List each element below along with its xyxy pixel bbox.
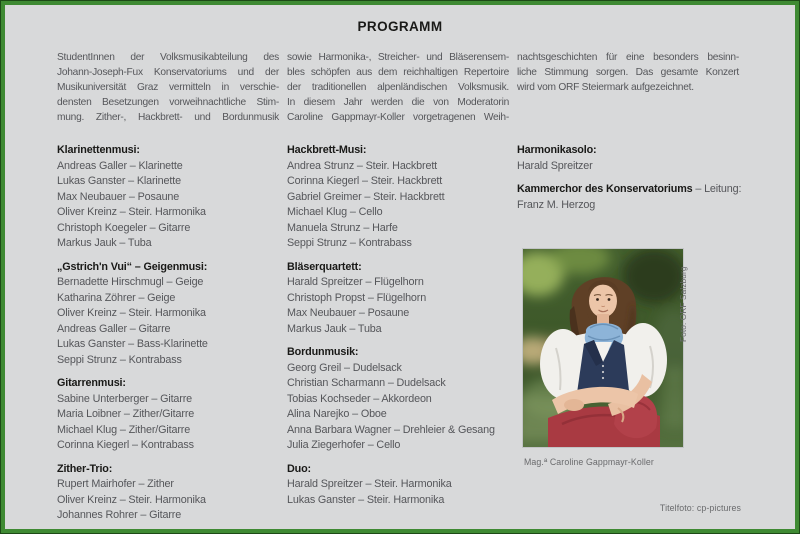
intro-line: densten Besetzungen vorweihnachtliche Stim-	[57, 97, 279, 108]
section-heading: Bläserquartett:	[287, 260, 362, 273]
moderator-photo	[522, 248, 684, 448]
ensemble-section	[287, 462, 509, 509]
ensemble-section	[57, 376, 279, 454]
section-heading: Bordunmusik:	[287, 346, 359, 358]
program-column-2	[287, 50, 509, 529]
section-heading: Klarinettenmusi:	[57, 144, 140, 156]
section-heading: „Gstrich'n Vui“ – Geigenmusi:	[57, 260, 208, 273]
intro-line: Caroline Gappmayr-Koller vorgetragenen Weih-	[287, 112, 509, 123]
musician-item: Katharina Zöhrer – Geige	[57, 291, 176, 304]
musician-item: Max Neubauer – Posaune	[57, 190, 180, 203]
musician-item: Harald Spreitzer – Flügelhorn	[287, 276, 424, 288]
musician-item: Manuela Strunz – Harfe	[287, 221, 398, 234]
musician-item: Bernadette Hirschmugl – Geige	[57, 276, 204, 288]
musician-item: Harald Spreitzer	[517, 159, 593, 172]
musician-item: Michael Klug – Zither/Gitarre	[57, 423, 191, 436]
section-heading: Gitarrenmusi:	[57, 377, 126, 389]
musician-item: Andreas Galler – Gitarre	[57, 322, 171, 335]
intro-line: der traditionellen alpenländischen Volksmusik.	[287, 82, 509, 93]
section-heading: Duo:	[287, 462, 311, 475]
musician-item: Seppi Strunz – Kontrabass	[287, 237, 412, 249]
section-heading: Zither-Trio:	[57, 462, 113, 475]
musician-item: Lukas Ganster – Klarinette	[57, 175, 181, 187]
page-title: PROGRAMM	[357, 19, 443, 34]
section-heading: Kammerchor des Konservatoriums – Leitung:	[517, 183, 742, 195]
intro-paragraph-1	[57, 50, 279, 143]
musician-item: Gabriel Greimer – Steir. Hackbrett	[287, 190, 445, 203]
intro-line: Musikuniversität Graz vermitteln in verschie-	[57, 82, 279, 93]
intro-line: liche Stimmung sorgen. Das gesamte Konzert	[517, 67, 739, 78]
musician-item: Max Neubauer – Posaune	[287, 307, 410, 319]
musician-item: Georg Greil – Dudelsack	[287, 361, 402, 374]
ensemble-section	[57, 462, 279, 524]
musician-item: Oliver Kreinz – Steir. Harmonika	[57, 206, 206, 218]
section-heading: Hackbrett-Musi:	[287, 144, 367, 156]
musician-item: Seppi Strunz – Kontrabass	[57, 353, 182, 366]
intro-line: Johann-Joseph-Fux Konservatoriums und der	[57, 67, 279, 78]
musician-item: Lukas Ganster – Bass-Klarinette	[57, 338, 208, 350]
program-column-1	[57, 50, 279, 529]
ensemble-list-3	[517, 143, 742, 213]
musician-item: Rupert Mairhofer – Zither	[57, 478, 174, 490]
photo-credit-vertical: Foto: ORF Salzburg	[678, 266, 688, 342]
musician-item: Markus Jauk – Tuba	[57, 237, 152, 249]
title-photo-credit: Titelfoto: cp-pictures	[659, 503, 741, 513]
musician-item: Michael Klug – Cello	[287, 206, 383, 218]
musician-item: Johannes Rohrer – Gitarre	[57, 509, 182, 521]
ensemble-section	[517, 182, 742, 213]
page-header	[5, 18, 795, 36]
musician-item: Corinna Kiegerl – Steir. Hackbrett	[287, 175, 443, 187]
ensemble-section	[287, 345, 509, 454]
musician-item: Sabine Unterberger – Gitarre	[57, 392, 193, 405]
ensemble-section	[287, 143, 509, 252]
intro-line: sowie Harmonika-, Streicher- und Bläserensem-	[287, 52, 509, 63]
section-heading-suffix: – Leitung:	[692, 183, 742, 195]
intro-line: In diesem Jahr werden die von Moderatorin	[287, 97, 509, 108]
musician-item: Lukas Ganster – Steir. Harmonika	[287, 493, 445, 506]
musician-item: Tobias Kochseder – Akkordeon	[287, 392, 432, 405]
musician-item: Christoph Koegeler – Gitarre	[57, 221, 191, 234]
musician-item: Maria Loibner – Zither/Gitarre	[57, 408, 195, 420]
musician-item: Corinna Kiegerl – Kontrabass	[57, 439, 194, 451]
musician-item: Andrea Strunz – Steir. Hackbrett	[287, 159, 438, 172]
intro-line: StudentInnen der Volksmusikabteilung des	[57, 52, 279, 63]
moderator-photo-image	[522, 248, 684, 448]
intro-line: bles schöpfen aus dem reichhaltigen Repertoire	[287, 67, 509, 78]
ensemble-list-2	[287, 143, 509, 508]
intro-paragraph-2	[287, 50, 509, 143]
musician-item: Andreas Galler – Klarinette	[57, 159, 183, 172]
musician-item: Julia Ziegerhofer – Cello	[287, 439, 401, 451]
musician-item: Markus Jauk – Tuba	[287, 322, 382, 335]
intro-line: wird vom ORF Steiermark aufgezeichnet.	[517, 82, 694, 93]
ensemble-section	[57, 260, 279, 369]
ensemble-list-1	[57, 143, 279, 524]
musician-item: Harald Spreitzer – Steir. Harmonika	[287, 478, 452, 490]
intro-paragraph-3	[517, 50, 739, 143]
section-heading: Harmonikasolo:	[517, 144, 597, 156]
photo-caption: Mag.ª Caroline Gappmayr-Koller	[524, 457, 654, 467]
ensemble-section	[287, 260, 509, 338]
musician-item: Franz M. Herzog	[517, 198, 596, 211]
intro-line: mung. Zither-, Hackbrett- und Bordunmusik	[57, 112, 279, 123]
page-background	[5, 5, 795, 529]
ensemble-section	[517, 143, 739, 174]
musician-item: Alina Narejko – Oboe	[287, 408, 387, 420]
intro-line: nachtsgeschichten für eine besonders besinn-	[517, 52, 739, 63]
musician-item: Christian Scharmann – Dudelsack	[287, 377, 446, 389]
musician-item: Oliver Kreinz – Steir. Harmonika	[57, 493, 206, 506]
musician-item: Oliver Kreinz – Steir. Harmonika	[57, 307, 206, 319]
musician-item: Anna Barbara Wagner – Drehleier & Gesang	[287, 423, 495, 436]
musician-item: Christoph Propst – Flügelhorn	[287, 291, 427, 304]
ensemble-section	[57, 143, 279, 252]
